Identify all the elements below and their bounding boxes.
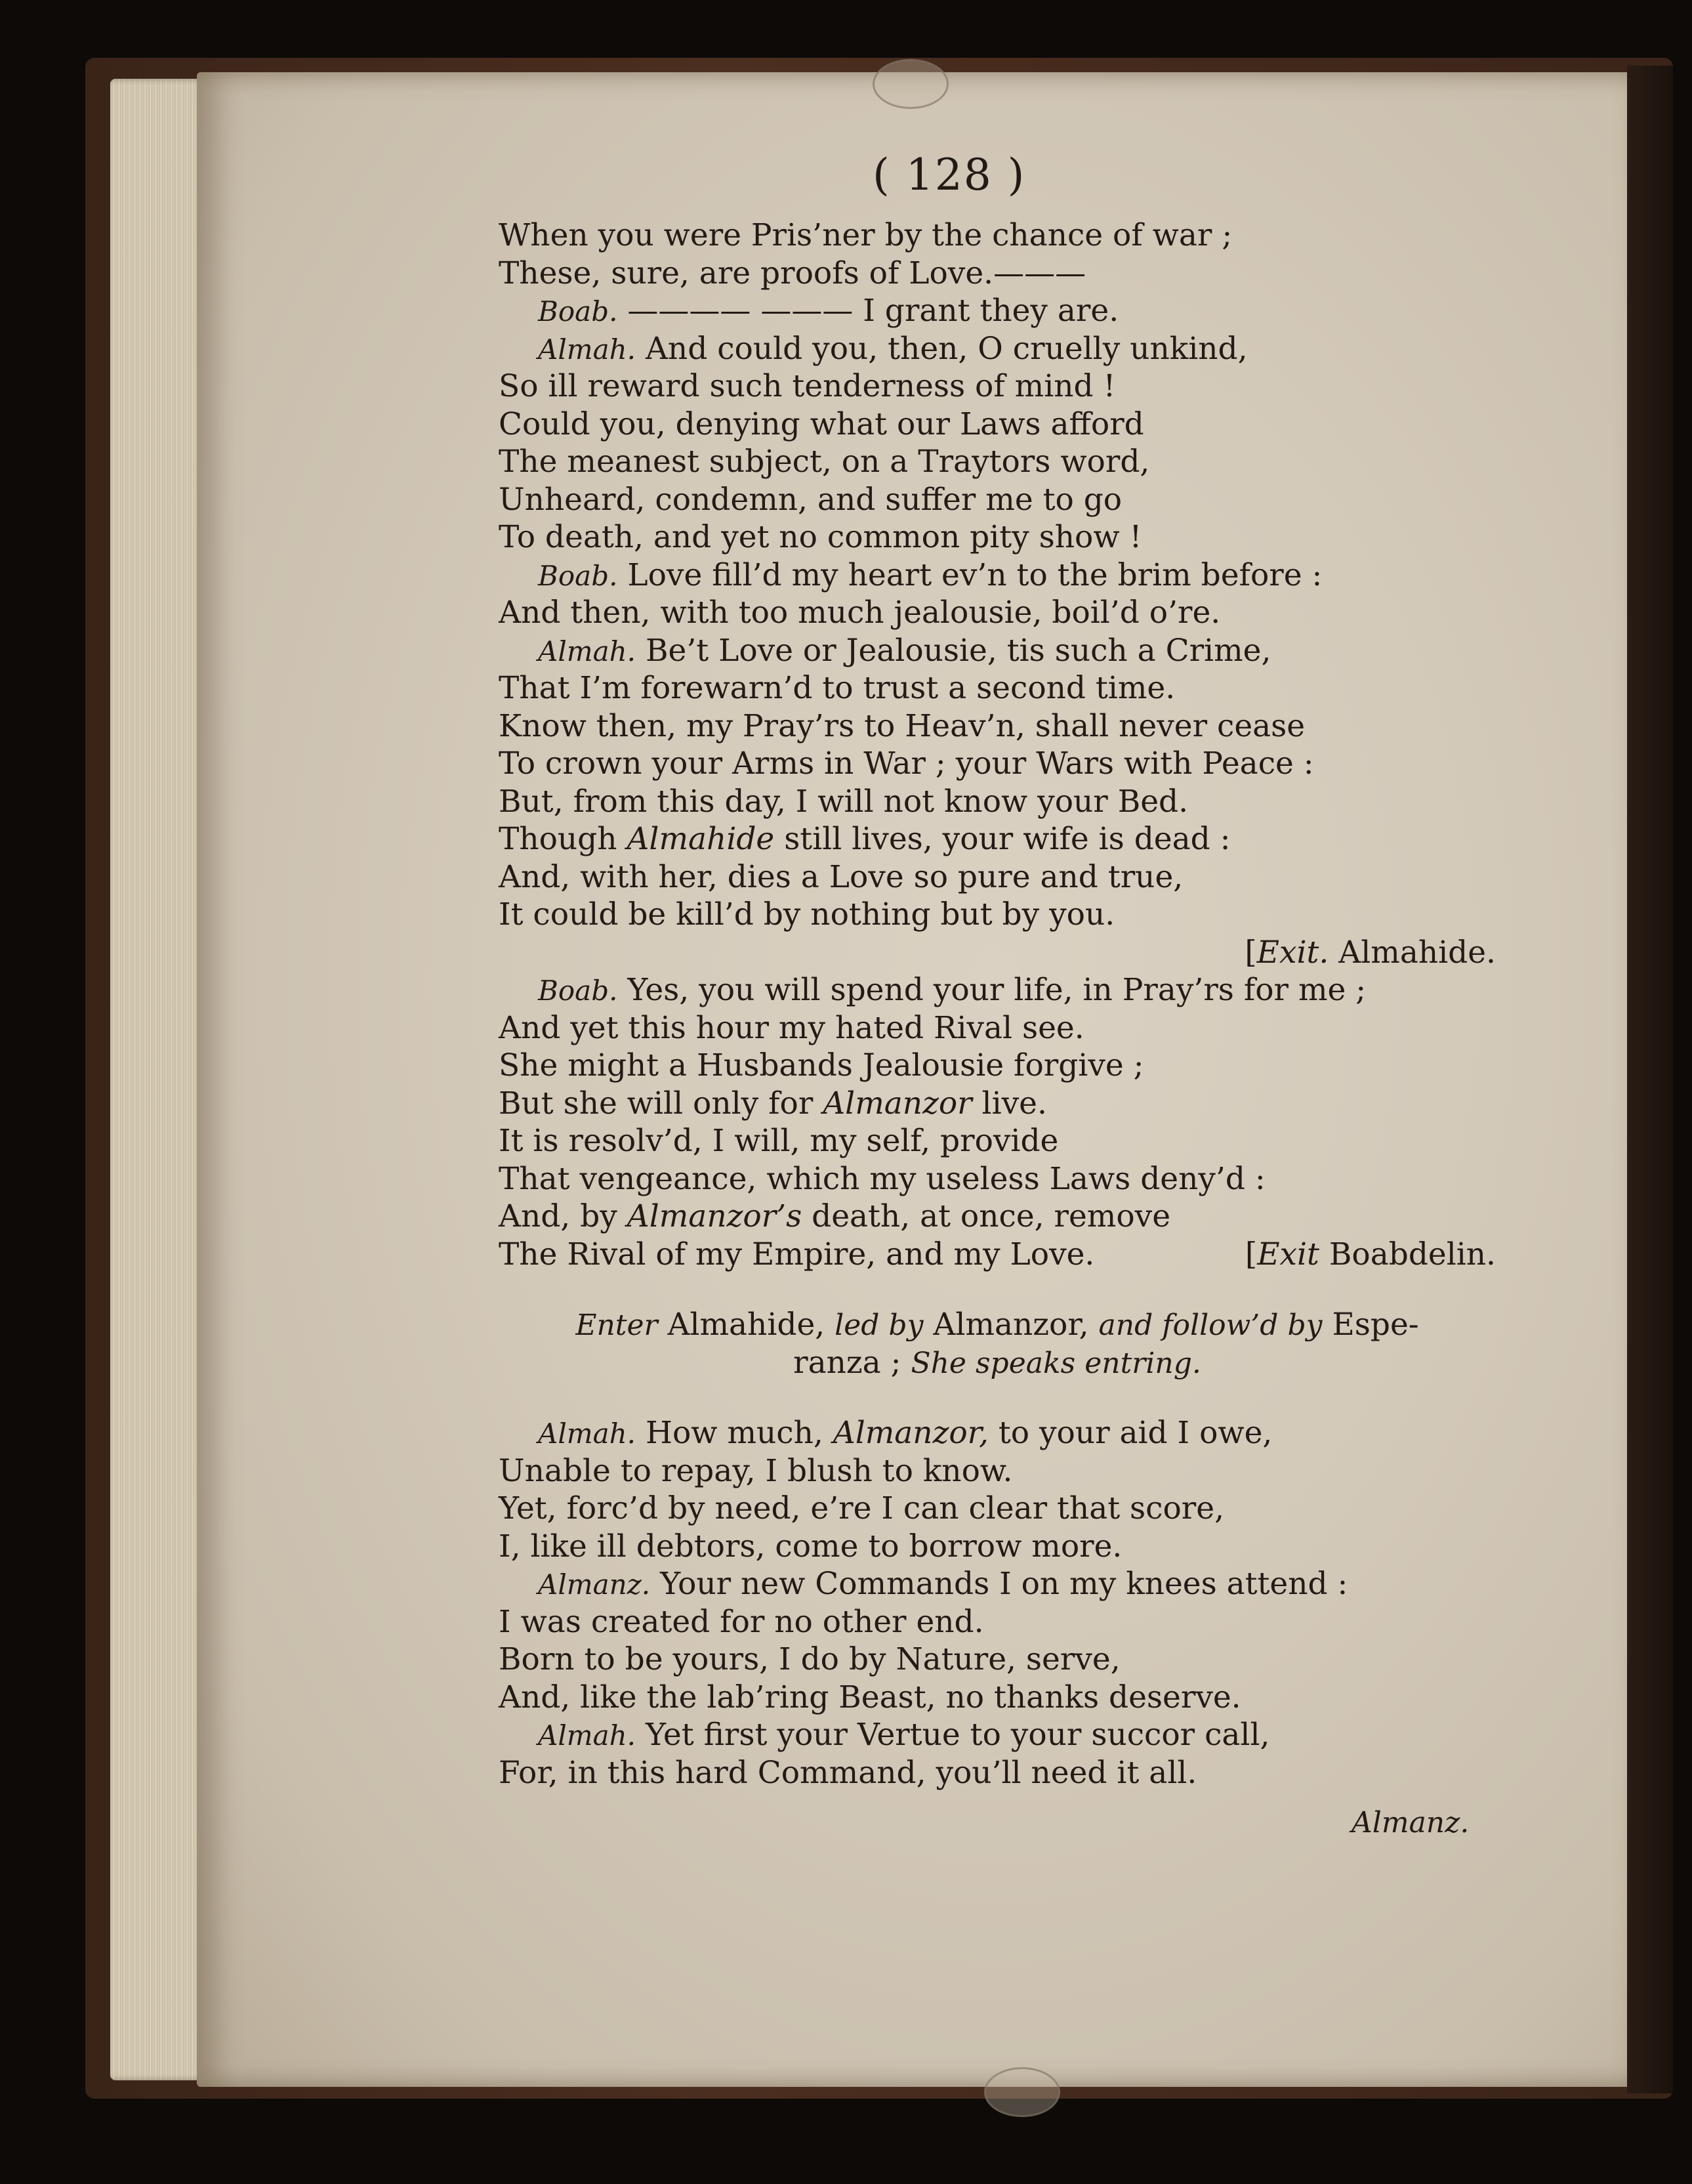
verse-line — [499, 518, 1496, 556]
line-text: But, from this day, I will not know your Bed. — [499, 783, 1189, 820]
line-text: So ill reward such tenderness of mind ! — [499, 368, 1116, 404]
line-text: Yet first your Vertue to your succor call, — [645, 1717, 1270, 1753]
stage-text: She speaks entring. — [911, 1346, 1201, 1380]
verse-line — [499, 820, 1496, 858]
character-name: Almanzor’s — [627, 1198, 802, 1234]
verse-block-4 — [499, 1122, 1496, 1198]
line-text: The meanest subject, on a Traytors word, — [499, 444, 1150, 480]
line-text: And, by — [499, 1198, 627, 1234]
line-text: The Rival of my Empire, and my Love. — [499, 1236, 1095, 1272]
stage-character: Almahide, — [667, 1307, 825, 1343]
stage-direction — [499, 1306, 1496, 1344]
verse-block-3 — [499, 1009, 1496, 1085]
exit-word: Exit. — [1256, 934, 1329, 971]
verse-line — [499, 896, 1496, 934]
stage-enter: Enter — [575, 1309, 658, 1342]
verse-line — [499, 1414, 1496, 1452]
line-text: I, like ill debtors, come to borrow more. — [499, 1528, 1123, 1564]
exit-name: Almahide. — [1329, 934, 1496, 971]
speaker-name: Boab. — [538, 295, 618, 327]
line-text: live. — [972, 1085, 1047, 1122]
verse-line — [499, 858, 1496, 896]
clip-top — [873, 59, 949, 109]
verse-line — [499, 1603, 1496, 1641]
line-text: Yes, you will spend your life, in Pray’rs for me ; — [627, 972, 1367, 1008]
verse-line — [499, 481, 1496, 519]
character-name: Almanzor — [823, 1085, 972, 1122]
line-text: Though — [499, 821, 627, 857]
spacer — [499, 1381, 1496, 1414]
line-text: That I’m forewarn’d to trust a second time. — [499, 670, 1176, 706]
catchword: Almanz. — [1352, 1806, 1470, 1839]
line-text: But she will only for — [499, 1085, 823, 1122]
verse-line — [499, 1198, 1496, 1236]
stage-text: led by — [835, 1309, 924, 1342]
stage-character: Espe- — [1332, 1307, 1419, 1343]
line-text: For, in this hard Command, you’ll need it all. — [499, 1754, 1197, 1791]
line-text: ———— ——— I grant they are. — [627, 293, 1119, 329]
verse-block-1 — [499, 217, 1496, 820]
line-text: To death, and yet no common pity show ! — [499, 519, 1142, 555]
verse-line — [499, 217, 1496, 255]
stage-character: Almanzor, — [933, 1307, 1089, 1343]
verse-line — [499, 556, 1496, 595]
verse-line — [499, 971, 1496, 1009]
character-name: Almahide — [627, 821, 775, 857]
page-text — [499, 217, 1496, 1792]
line-text: still lives, your wife is dead : — [774, 821, 1231, 857]
verse-line — [499, 1009, 1496, 1047]
line-text: Unable to repay, I blush to know. — [499, 1452, 1013, 1489]
verse-line — [499, 1754, 1496, 1792]
verse-line — [499, 1047, 1496, 1085]
verse-line — [499, 255, 1496, 293]
line-text: And yet this hour my hated Rival see. — [499, 1009, 1084, 1046]
gutter — [1627, 66, 1673, 2093]
line-text: She might a Husbands Jealousie forgive ; — [499, 1047, 1144, 1083]
verse-line — [499, 669, 1496, 707]
verse-block-2 — [499, 858, 1496, 934]
verse-line — [499, 632, 1496, 670]
line-text: And could you, then, O cruelly unkind, — [645, 330, 1248, 367]
line-text: Know then, my Pray’rs to Heav’n, shall never cease — [499, 707, 1306, 744]
verse-block-5 — [499, 1452, 1496, 1792]
verse-line — [499, 1528, 1496, 1566]
speaker-name: Almah. — [538, 1418, 636, 1450]
character-name: Almanzor, — [833, 1415, 989, 1451]
line-text: to your aid I owe, — [988, 1415, 1273, 1451]
verse-line — [499, 1085, 1496, 1123]
line-text: It could be kill’d by nothing but by you. — [499, 896, 1115, 933]
speaker-name: Almah. — [538, 1719, 636, 1752]
line-text: Your new Commands I on my knees attend : — [660, 1566, 1348, 1602]
line-text: Yet, forc’d by need, e’re I can clear that score, — [499, 1490, 1225, 1526]
bracket: [ — [1245, 1236, 1258, 1272]
stage-character: ranza ; — [793, 1344, 901, 1381]
verse-line — [499, 330, 1496, 368]
verse-line — [499, 292, 1496, 330]
verse-line — [499, 1565, 1496, 1603]
line-text: When you were Pris’ner by the chance of war ; — [499, 217, 1233, 253]
verse-line — [499, 406, 1496, 444]
verse-line — [499, 1716, 1496, 1754]
verse-line — [499, 1679, 1496, 1717]
line-text: And then, with too much jealousie, boil’d o’re. — [499, 595, 1221, 631]
clip-bottom — [984, 2067, 1060, 2117]
line-text: To crown your Arms in War ; your Wars with Peace : — [499, 746, 1314, 782]
line-text: Could you, denying what our Laws afford — [499, 406, 1144, 442]
verse-line — [499, 1490, 1496, 1528]
stage-text: and follow’d by — [1098, 1309, 1323, 1342]
exit-boabdelin — [1245, 1236, 1496, 1274]
verse-line — [499, 368, 1496, 406]
verse-line — [499, 1122, 1496, 1160]
line-text: Love fill’d my heart ev’n to the brim before : — [627, 556, 1323, 593]
verse-line — [499, 1160, 1496, 1198]
page-number: ( 128 ) — [873, 150, 1026, 200]
line-text: That vengeance, which my useless Laws deny’d : — [499, 1160, 1266, 1197]
bracket: [ — [1245, 934, 1257, 971]
spacer — [499, 1273, 1496, 1306]
speaker-name: Almah. — [538, 635, 636, 667]
speaker-name: Almah. — [538, 333, 636, 366]
exit-direction — [499, 934, 1496, 972]
line-text: I was created for no other end. — [499, 1603, 984, 1640]
exit-almahide — [1245, 934, 1496, 972]
line-text: Be’t Love or Jealousie, tis such a Crime, — [645, 632, 1271, 669]
speaker-name: Boab. — [538, 559, 618, 592]
line-text: How much, — [645, 1415, 833, 1451]
verse-line — [499, 1452, 1496, 1490]
verse-line — [499, 783, 1496, 821]
verse-line — [499, 594, 1496, 632]
verse-line — [499, 443, 1496, 481]
speaker-name: Almanz. — [538, 1568, 651, 1601]
exit-word: Exit — [1257, 1236, 1319, 1272]
line-text: And, with her, dies a Love so pure and true, — [499, 858, 1184, 895]
line-text: It is resolv’d, I will, my self, provide — [499, 1123, 1059, 1159]
line-text: These, sure, are proofs of Love.——— — [499, 255, 1086, 291]
verse-line — [499, 1641, 1496, 1679]
line-text: Born to be yours, I do by Nature, serve, — [499, 1641, 1121, 1677]
verse-line — [499, 707, 1496, 746]
line-text: Unheard, condemn, and suffer me to go — [499, 481, 1123, 518]
stage-direction — [499, 1344, 1496, 1382]
line-text: death, at once, remove — [802, 1198, 1171, 1234]
speaker-name: Boab. — [538, 975, 618, 1007]
verse-line — [499, 1236, 1496, 1274]
verse-line — [499, 745, 1496, 783]
exit-name: Boabdelin. — [1319, 1236, 1496, 1272]
line-text: And, like the lab’ring Beast, no thanks deserve. — [499, 1679, 1241, 1715]
